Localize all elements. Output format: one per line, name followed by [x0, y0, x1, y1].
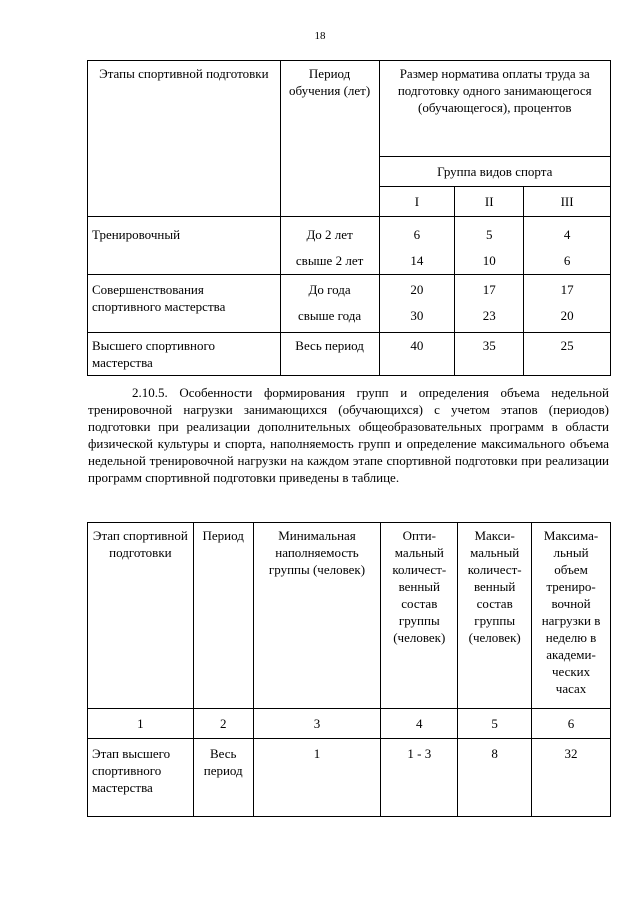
group-3-values	[524, 217, 611, 275]
cell-opt: 1 - 3	[381, 739, 458, 817]
header-group-3: III	[524, 187, 611, 217]
page-number: 18	[314, 30, 326, 42]
group-1-values	[379, 275, 455, 333]
body-paragraph: 2.10.5. Особенности формирования групп и определения объема недельной тренировочной нагрузки занимающихся (обучающихся) с учетом этапов (периодов) подготовки при реализации дополнительных общеобразовательных программ в области физической культуры и спорта, наполняемость групп и определение максимального объема недельной тренировочной нагрузки на каждом этапе спортивной подготовки при реализации программ спортивной подготовки приведены в таблице.	[88, 385, 609, 485]
group-1-values	[379, 217, 455, 275]
cell-value: 4	[563, 227, 571, 242]
header-sport-group: Группа видов спорта	[379, 157, 610, 187]
cell-value: 20	[410, 282, 424, 297]
group-3-values	[524, 275, 611, 333]
cell-min: 1	[253, 739, 381, 817]
period-value: свыше 2 лет	[295, 253, 364, 268]
row-stage: Совершенствования спортивного мастерства	[88, 275, 281, 333]
column-numbers-row	[88, 709, 611, 739]
row-periods	[280, 217, 379, 275]
row-period: Весь период	[193, 739, 253, 817]
period-value: До 2 лет	[306, 227, 353, 242]
period-value: До года	[308, 282, 351, 297]
table-row	[88, 333, 611, 376]
header-max-group: Макси-мальный количест-венный состав группы (человек)	[458, 523, 532, 709]
header-period: Период	[193, 523, 253, 709]
cell-value: 5	[486, 227, 493, 242]
column-number: 3	[253, 709, 381, 739]
cell-value: 14	[410, 253, 424, 268]
group-2-values	[455, 275, 524, 333]
group-2-values	[455, 217, 524, 275]
cell-value: 35	[455, 333, 524, 376]
cell-value: 6	[563, 253, 571, 268]
cell-value: 10	[482, 253, 496, 268]
header-stage: Этап спортивной подготовки	[88, 523, 194, 709]
cell-value: 6	[413, 227, 421, 242]
cell-load: 32	[532, 739, 611, 817]
header-min-group: Минимальная наполняемость группы (человек)	[253, 523, 381, 709]
period-value: свыше года	[298, 308, 362, 323]
row-stage: Тренировочный	[88, 217, 281, 275]
header-group-2: II	[455, 187, 524, 217]
table-row	[88, 275, 611, 333]
header-group-1: I	[379, 187, 455, 217]
row-stage: Высшего спортивного мастерства	[88, 333, 281, 376]
cell-value: 25	[524, 333, 611, 376]
column-number: 2	[193, 709, 253, 739]
cell-value: 17	[560, 282, 574, 297]
header-period: Период обучения (лет)	[280, 61, 379, 217]
row-stage: Этап высшего спортивного мастерства	[88, 739, 194, 817]
table-row	[88, 739, 611, 817]
cell-max: 8	[458, 739, 532, 817]
header-stages: Этапы спортивной подготовки	[88, 61, 281, 217]
cell-value: 30	[410, 308, 424, 323]
column-number: 6	[532, 709, 611, 739]
header-opt-group: Опти-мальный количест-венный состав группы (человек)	[381, 523, 458, 709]
cell-value: 23	[482, 308, 496, 323]
table-row	[88, 217, 611, 275]
column-number: 4	[381, 709, 458, 739]
row-periods	[280, 275, 379, 333]
cell-value: 20	[560, 308, 574, 323]
column-number: 5	[458, 709, 532, 739]
header-max-load: Максима-льный объем трениро-вочной нагрузки в неделю в академи-ческих часах	[532, 523, 611, 709]
period-value: Весь период	[280, 333, 379, 376]
header-norm: Размер норматива оплаты труда за подготовку одного занимающегося (обучающегося), процентов	[379, 61, 610, 157]
group-load-table	[87, 522, 611, 817]
cell-value: 40	[379, 333, 455, 376]
cell-value: 17	[482, 282, 496, 297]
norm-table	[87, 60, 611, 376]
column-number: 1	[88, 709, 194, 739]
